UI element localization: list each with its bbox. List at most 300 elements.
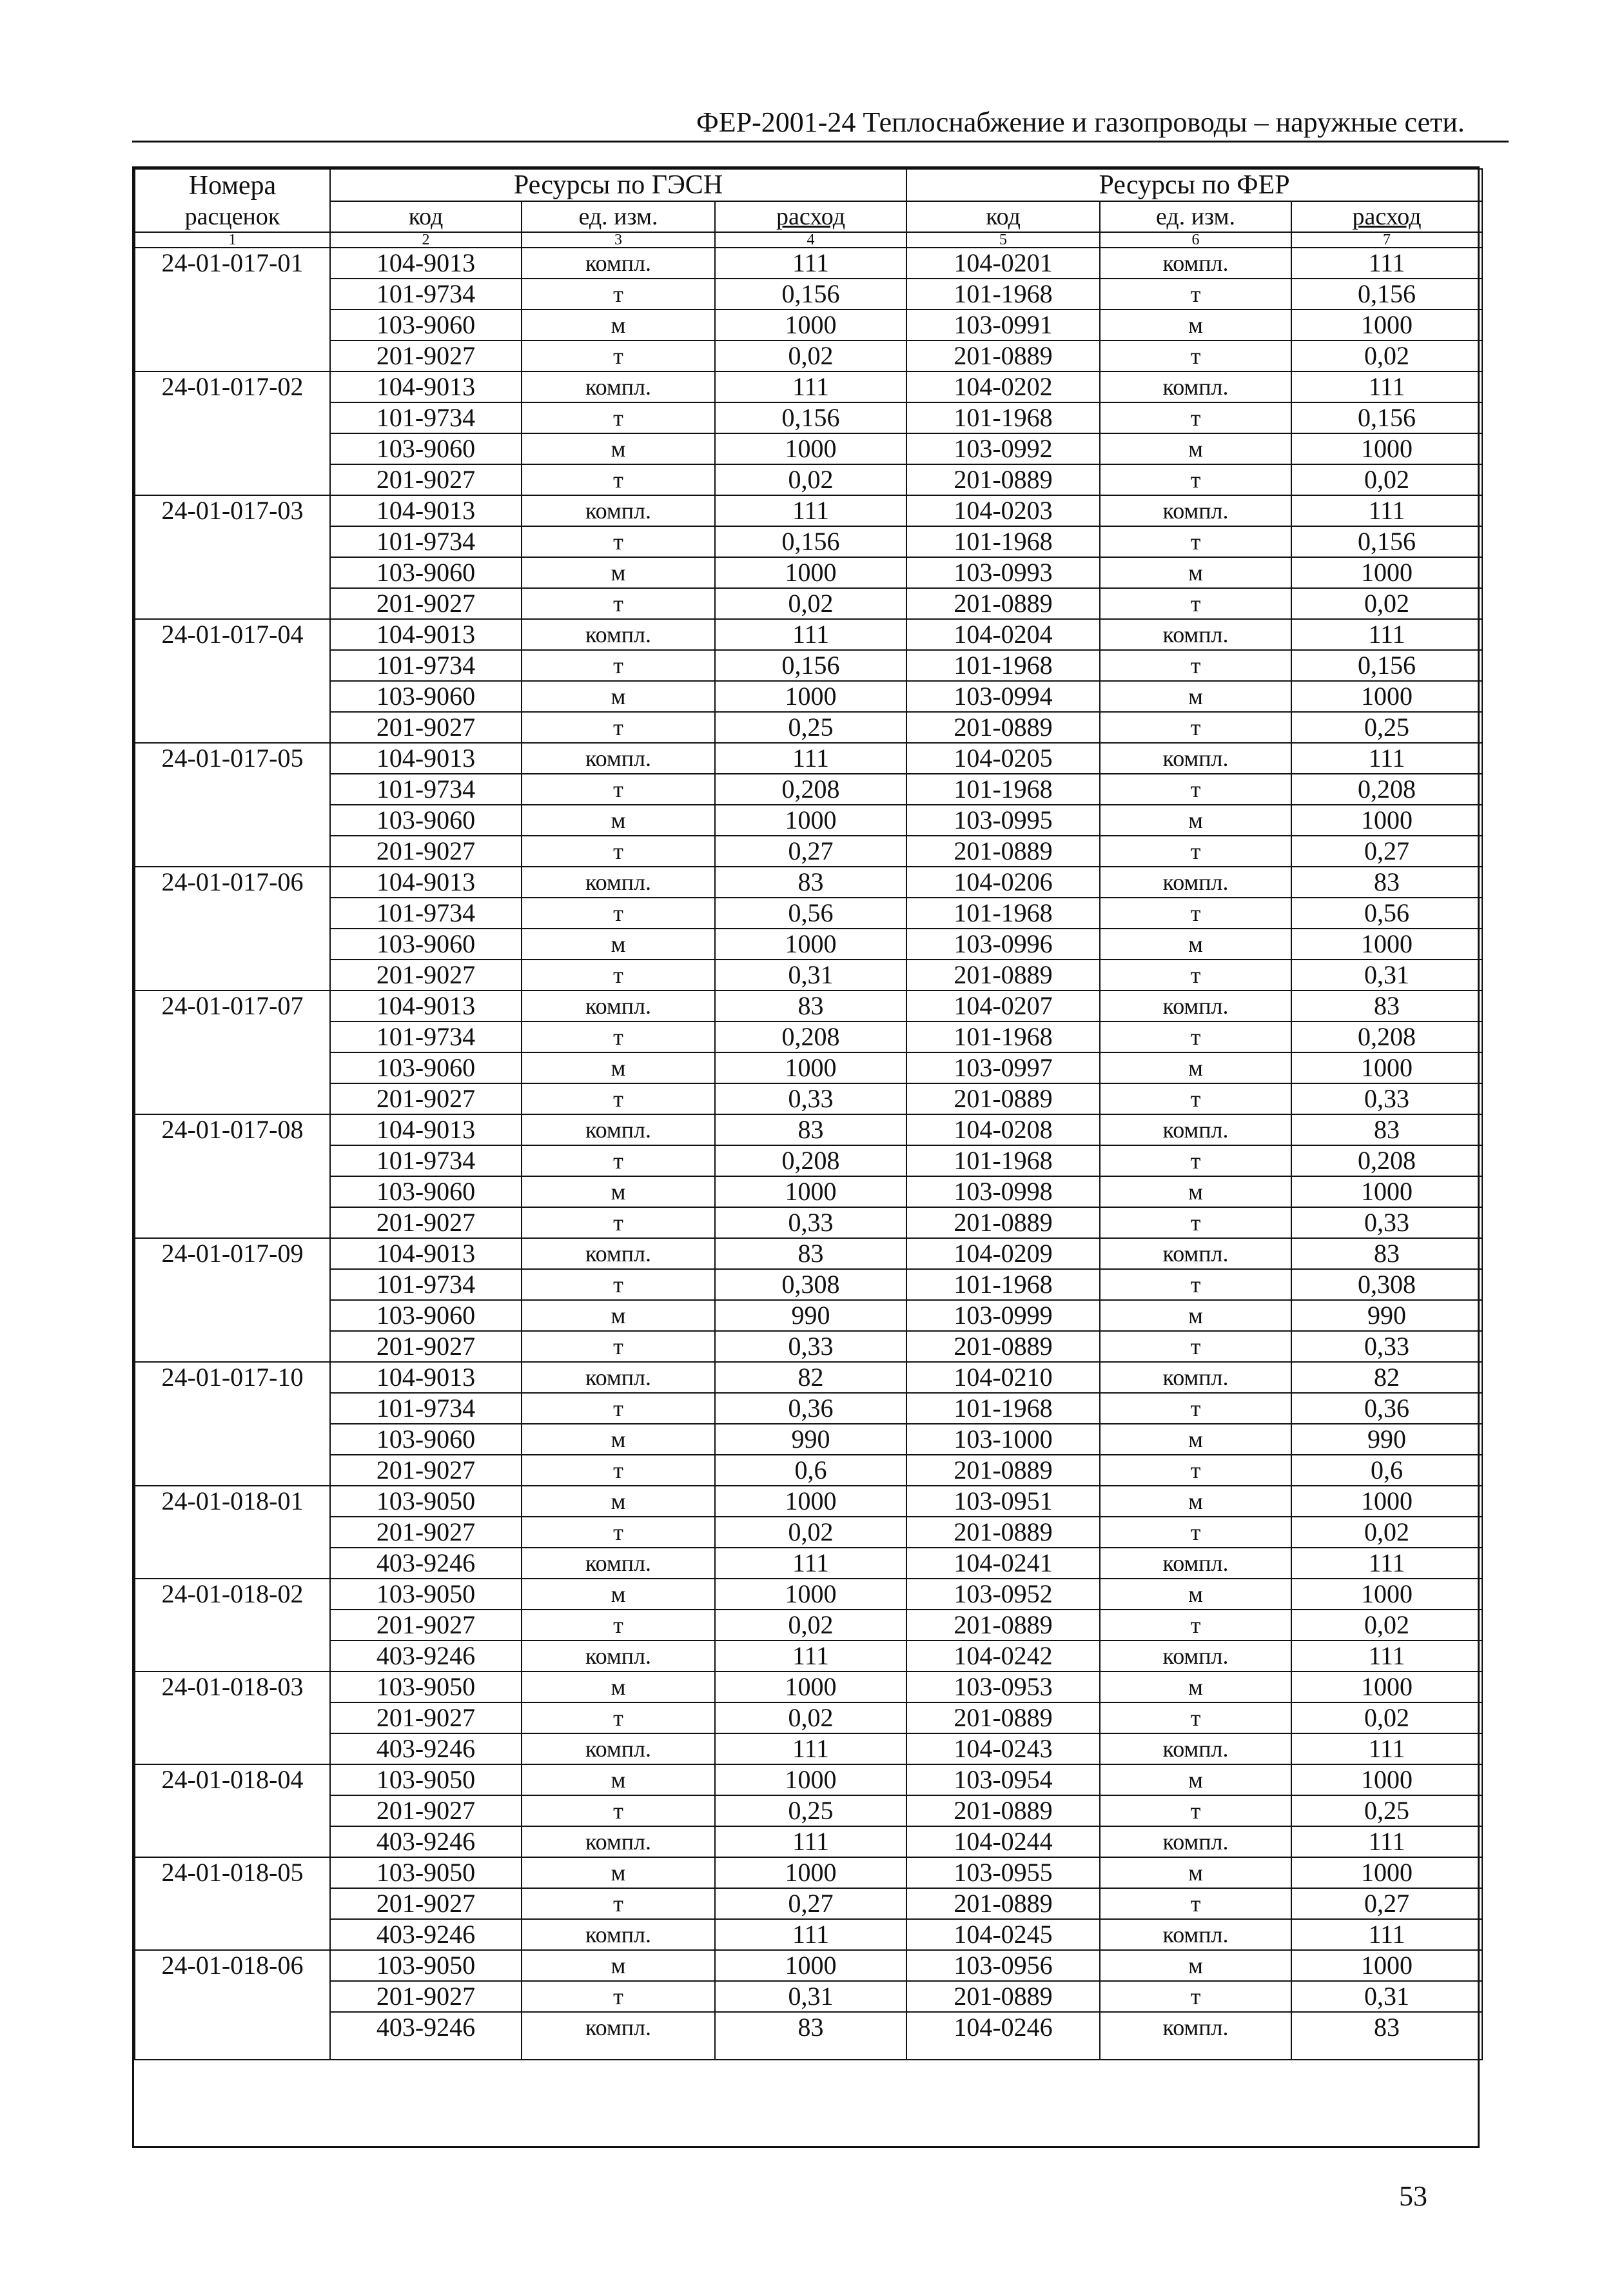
fer-consumption-cell: 0,02: [1291, 1517, 1482, 1548]
fer-consumption-cell: 0,02: [1291, 1610, 1482, 1641]
fer-code-cell: 104-0245: [906, 1919, 1100, 1950]
gesn-unit-cell: т: [522, 960, 715, 991]
fer-unit-cell: м: [1100, 1579, 1291, 1610]
gesn-code-cell: 403-9246: [330, 1919, 522, 1950]
rate-number-cell: 24-01-017-06: [135, 867, 330, 991]
gesn-code-cell: 103-9050: [330, 1671, 522, 1702]
gesn-unit-cell: компл.: [522, 619, 715, 650]
gesn-code-cell: 104-9013: [330, 495, 522, 526]
gesn-unit-cell: т: [522, 526, 715, 557]
fer-consumption-cell: 0,27: [1291, 836, 1482, 867]
gesn-consumption-cell: 0,208: [715, 1021, 906, 1052]
gesn-unit-cell: т: [522, 1888, 715, 1919]
rate-number-cell: 24-01-018-06: [135, 1950, 330, 2060]
resources-table: [134, 168, 1483, 2060]
table-row: [135, 2012, 1482, 2060]
table-row: [135, 1393, 1482, 1424]
table-row: [135, 1826, 1482, 1857]
rates-header-line2: расценок: [184, 202, 280, 230]
gesn-unit-cell: т: [522, 588, 715, 619]
gesn-code-cell: 403-9246: [330, 1641, 522, 1671]
gesn-consumption-cell: 111: [715, 495, 906, 526]
fer-unit-cell: м: [1100, 681, 1291, 712]
table-row: [135, 1362, 1482, 1393]
rates-header-top: [135, 169, 330, 201]
fer-consumption-cell: 111: [1291, 1733, 1482, 1764]
fer-code-cell: 104-0201: [906, 248, 1100, 279]
fer-consumption-cell: 0,25: [1291, 1795, 1482, 1826]
fer-unit-cell: м: [1100, 1764, 1291, 1795]
gesn-code-cell: 104-9013: [330, 743, 522, 774]
gesn-consumption-cell: 111: [715, 1548, 906, 1579]
gesn-code-cell: 201-9027: [330, 836, 522, 867]
fer-code-cell: 201-0889: [906, 960, 1100, 991]
fer-consumption-cell: 111: [1291, 495, 1482, 526]
fer-group-header: Ресурсы по ФЕР: [906, 169, 1482, 201]
fer-code-cell: 101-1968: [906, 526, 1100, 557]
table-row: [135, 712, 1482, 743]
table-row: [135, 1641, 1482, 1671]
table-row: [135, 960, 1482, 991]
table-row: [135, 464, 1482, 495]
table-row: [135, 1888, 1482, 1919]
table-row: [135, 371, 1482, 402]
rate-number-cell: 24-01-018-05: [135, 1857, 330, 1950]
gesn-unit-cell: компл.: [522, 248, 715, 279]
fer-code-cell: 103-0951: [906, 1486, 1100, 1517]
gesn-code-cell: 201-9027: [330, 1455, 522, 1486]
fer-code-cell: 103-0992: [906, 433, 1100, 464]
table-row: [135, 1919, 1482, 1950]
gesn-unit-cell: т: [522, 1083, 715, 1114]
fer-code-header: код: [906, 201, 1100, 232]
table-row: [135, 898, 1482, 929]
gesn-code-cell: 103-9050: [330, 1764, 522, 1795]
table-row: [135, 1950, 1482, 1981]
fer-code-cell: 104-0206: [906, 867, 1100, 898]
fer-unit-cell: компл.: [1100, 619, 1291, 650]
gesn-code-cell: 403-9246: [330, 1733, 522, 1764]
fer-consumption-cell: 1000: [1291, 1486, 1482, 1517]
gesn-consumption-cell: 990: [715, 1300, 906, 1331]
fer-code-cell: 201-0889: [906, 1455, 1100, 1486]
fer-code-cell: 104-0207: [906, 991, 1100, 1021]
gesn-consumption-cell: 0,56: [715, 898, 906, 929]
fer-consumption-cell: 1000: [1291, 805, 1482, 836]
rate-number-cell: 24-01-017-03: [135, 495, 330, 619]
fer-consumption-cell: 111: [1291, 619, 1482, 650]
fer-consumption-cell: 111: [1291, 248, 1482, 279]
fer-unit-cell: м: [1100, 433, 1291, 464]
gesn-unit-header: ед. изм.: [522, 201, 715, 232]
fer-consumption-cell: 1000: [1291, 1764, 1482, 1795]
fer-unit-header: ед. изм.: [1100, 201, 1291, 232]
fer-unit-cell: компл.: [1100, 1362, 1291, 1393]
table-row: [135, 1671, 1482, 1702]
table-row: [135, 1145, 1482, 1176]
gesn-code-cell: 104-9013: [330, 1238, 522, 1269]
fer-consumption-cell: 0,36: [1291, 1393, 1482, 1424]
fer-unit-cell: м: [1100, 1486, 1291, 1517]
fer-code-cell: 103-0954: [906, 1764, 1100, 1795]
fer-consumption-cell: 111: [1291, 1548, 1482, 1579]
fer-consumption-cell: 1000: [1291, 1857, 1482, 1888]
fer-unit-cell: т: [1100, 960, 1291, 991]
rate-number-cell: 24-01-017-05: [135, 743, 330, 867]
fer-consumption-cell: 111: [1291, 371, 1482, 402]
gesn-code-cell: 103-9060: [330, 805, 522, 836]
fer-unit-cell: т: [1100, 340, 1291, 371]
gesn-code-cell: 104-9013: [330, 1114, 522, 1145]
gesn-consumption-cell: 1000: [715, 1671, 906, 1702]
table-row: [135, 1176, 1482, 1207]
fer-code-cell: 104-0244: [906, 1826, 1100, 1857]
fer-consumption-cell: 1000: [1291, 929, 1482, 960]
gesn-unit-cell: т: [522, 279, 715, 310]
fer-unit-cell: т: [1100, 526, 1291, 557]
fer-code-cell: 201-0889: [906, 1331, 1100, 1362]
gesn-code-cell: 103-9060: [330, 1052, 522, 1083]
gesn-consumption-cell: 0,02: [715, 464, 906, 495]
gesn-unit-cell: т: [522, 1393, 715, 1424]
fer-consumption-cell: 1000: [1291, 1950, 1482, 1981]
fer-consumption-cell: 1000: [1291, 557, 1482, 588]
gesn-consumption-label: расход: [776, 203, 846, 230]
table-row: [135, 650, 1482, 681]
fer-consumption-cell: 0,208: [1291, 1145, 1482, 1176]
resources-table-container: [132, 166, 1480, 2148]
fer-unit-cell: т: [1100, 1702, 1291, 1733]
gesn-code-cell: 201-9027: [330, 1981, 522, 2012]
gesn-code-cell: 101-9734: [330, 774, 522, 805]
fer-consumption-cell: 990: [1291, 1300, 1482, 1331]
fer-consumption-cell: 83: [1291, 991, 1482, 1021]
gesn-consumption-cell: 0,156: [715, 402, 906, 433]
fer-unit-cell: т: [1100, 1981, 1291, 2012]
fer-consumption-cell: 0,156: [1291, 526, 1482, 557]
gesn-unit-cell: м: [522, 1579, 715, 1610]
table-row: [135, 1548, 1482, 1579]
gesn-unit-cell: компл.: [522, 1362, 715, 1393]
fer-code-cell: 201-0889: [906, 1981, 1100, 2012]
gesn-code-cell: 103-9060: [330, 1424, 522, 1455]
gesn-unit-cell: м: [522, 1176, 715, 1207]
gesn-consumption-cell: 1000: [715, 557, 906, 588]
fer-consumption-cell: 0,27: [1291, 1888, 1482, 1919]
gesn-consumption-cell: 0,33: [715, 1331, 906, 1362]
fer-code-cell: 103-0998: [906, 1176, 1100, 1207]
fer-unit-cell: т: [1100, 836, 1291, 867]
fer-unit-cell: м: [1100, 1671, 1291, 1702]
gesn-unit-cell: компл.: [522, 1238, 715, 1269]
fer-code-cell: 103-1000: [906, 1424, 1100, 1455]
fer-consumption-cell: 111: [1291, 1826, 1482, 1857]
fer-consumption-cell: 1000: [1291, 1052, 1482, 1083]
fer-code-cell: 201-0889: [906, 1888, 1100, 1919]
fer-unit-cell: компл.: [1100, 371, 1291, 402]
gesn-consumption-cell: 0,208: [715, 774, 906, 805]
rate-number-cell: 24-01-018-03: [135, 1671, 330, 1764]
rate-number-cell: 24-01-017-04: [135, 619, 330, 743]
gesn-unit-cell: т: [522, 1021, 715, 1052]
gesn-consumption-cell: 0,156: [715, 650, 906, 681]
rate-number-cell: 24-01-017-07: [135, 991, 330, 1114]
fer-unit-cell: т: [1100, 279, 1291, 310]
gesn-consumption-cell: 0,36: [715, 1393, 906, 1424]
gesn-consumption-cell: 0,02: [715, 588, 906, 619]
gesn-code-cell: 201-9027: [330, 1331, 522, 1362]
col-number-1: 1: [135, 232, 330, 248]
fer-code-cell: 104-0203: [906, 495, 1100, 526]
gesn-code-cell: 101-9734: [330, 526, 522, 557]
fer-code-cell: 101-1968: [906, 279, 1100, 310]
gesn-consumption-cell: 1000: [715, 1579, 906, 1610]
table-row: [135, 1238, 1482, 1269]
fer-code-cell: 104-0246: [906, 2012, 1100, 2060]
gesn-consumption-cell: 0,33: [715, 1207, 906, 1238]
gesn-code-cell: 103-9050: [330, 1950, 522, 1981]
gesn-code-cell: 201-9027: [330, 960, 522, 991]
gesn-unit-cell: т: [522, 402, 715, 433]
fer-unit-cell: компл.: [1100, 1114, 1291, 1145]
gesn-unit-cell: м: [522, 1950, 715, 1981]
gesn-code-cell: 201-9027: [330, 1702, 522, 1733]
table-row: [135, 1331, 1482, 1362]
gesn-consumption-cell: 1000: [715, 433, 906, 464]
fer-unit-cell: т: [1100, 1393, 1291, 1424]
table-row: [135, 681, 1482, 712]
gesn-code-cell: 201-9027: [330, 588, 522, 619]
fer-code-cell: 201-0889: [906, 1083, 1100, 1114]
fer-code-cell: 201-0889: [906, 836, 1100, 867]
fer-unit-cell: т: [1100, 588, 1291, 619]
fer-code-cell: 201-0889: [906, 340, 1100, 371]
fer-consumption-cell: 83: [1291, 2012, 1482, 2060]
gesn-code-cell: 201-9027: [330, 1610, 522, 1641]
gesn-consumption-cell: 0,33: [715, 1083, 906, 1114]
gesn-consumption-cell: 0,6: [715, 1455, 906, 1486]
gesn-code-cell: 101-9734: [330, 402, 522, 433]
fer-unit-cell: м: [1100, 1950, 1291, 1981]
fer-unit-cell: компл.: [1100, 1733, 1291, 1764]
gesn-code-cell: 201-9027: [330, 1083, 522, 1114]
gesn-consumption-cell: 1000: [715, 681, 906, 712]
gesn-code-cell: 201-9027: [330, 464, 522, 495]
fer-code-cell: 103-0994: [906, 681, 1100, 712]
gesn-code-cell: 103-9060: [330, 929, 522, 960]
fer-consumption-cell: 0,02: [1291, 588, 1482, 619]
fer-consumption-cell: 82: [1291, 1362, 1482, 1393]
gesn-unit-cell: компл.: [522, 1114, 715, 1145]
page-header-title: ФЕР-2001-24 Теплоснабжение и газопроводы – наружные сети.: [696, 106, 1465, 138]
gesn-consumption-cell: 111: [715, 619, 906, 650]
fer-consumption-cell: 1000: [1291, 1671, 1482, 1702]
rate-number-cell: 24-01-017-01: [135, 248, 330, 371]
fer-code-cell: 104-0205: [906, 743, 1100, 774]
fer-code-cell: 103-0952: [906, 1579, 1100, 1610]
table-row: [135, 1486, 1482, 1517]
fer-consumption-cell: 0,33: [1291, 1331, 1482, 1362]
gesn-code-cell: 201-9027: [330, 1517, 522, 1548]
gesn-code-cell: 103-9060: [330, 310, 522, 340]
gesn-code-cell: 103-9060: [330, 433, 522, 464]
gesn-code-cell: 201-9027: [330, 1795, 522, 1826]
col-number-3: 3: [522, 232, 715, 248]
gesn-consumption-cell: 1000: [715, 1176, 906, 1207]
fer-consumption-cell: 83: [1291, 867, 1482, 898]
fer-unit-cell: м: [1100, 310, 1291, 340]
fer-consumption-cell: 0,02: [1291, 1702, 1482, 1733]
table-row: [135, 495, 1482, 526]
table-row: [135, 310, 1482, 340]
gesn-code-cell: 403-9246: [330, 1826, 522, 1857]
col-number-4: 4: [715, 232, 906, 248]
fer-code-cell: 103-0991: [906, 310, 1100, 340]
gesn-code-cell: 104-9013: [330, 867, 522, 898]
fer-unit-cell: компл.: [1100, 2012, 1291, 2060]
gesn-code-cell: 103-9060: [330, 1176, 522, 1207]
gesn-unit-cell: т: [522, 836, 715, 867]
gesn-consumption-cell: 1000: [715, 1857, 906, 1888]
gesn-unit-cell: м: [522, 1671, 715, 1702]
gesn-unit-cell: компл.: [522, 2012, 715, 2060]
gesn-code-cell: 201-9027: [330, 1207, 522, 1238]
fer-consumption-cell: 990: [1291, 1424, 1482, 1455]
table-row: [135, 526, 1482, 557]
gesn-code-cell: 104-9013: [330, 991, 522, 1021]
table-row: [135, 279, 1482, 310]
gesn-code-cell: 101-9734: [330, 1393, 522, 1424]
table-row: [135, 588, 1482, 619]
rate-number-cell: 24-01-017-02: [135, 371, 330, 495]
gesn-consumption-cell: 0,27: [715, 836, 906, 867]
gesn-unit-cell: т: [522, 1517, 715, 1548]
fer-code-cell: 201-0889: [906, 588, 1100, 619]
col-number-6: 6: [1100, 232, 1291, 248]
gesn-consumption-cell: 1000: [715, 1052, 906, 1083]
table-row: [135, 402, 1482, 433]
gesn-consumption-cell: 0,308: [715, 1269, 906, 1300]
rate-number-cell: 24-01-018-01: [135, 1486, 330, 1579]
fer-consumption-cell: 0,6: [1291, 1455, 1482, 1486]
fer-unit-cell: т: [1100, 1021, 1291, 1052]
fer-code-cell: 104-0202: [906, 371, 1100, 402]
gesn-consumption-cell: 111: [715, 248, 906, 279]
fer-unit-cell: т: [1100, 774, 1291, 805]
fer-consumption-cell: 83: [1291, 1114, 1482, 1145]
fer-unit-cell: компл.: [1100, 743, 1291, 774]
gesn-unit-cell: т: [522, 1702, 715, 1733]
fer-unit-cell: т: [1100, 1207, 1291, 1238]
table-row: [135, 867, 1482, 898]
gesn-consumption-cell: 83: [715, 991, 906, 1021]
fer-consumption-cell: 1000: [1291, 433, 1482, 464]
gesn-consumption-cell: 1000: [715, 1486, 906, 1517]
fer-unit-cell: т: [1100, 1269, 1291, 1300]
table-row: [135, 836, 1482, 867]
gesn-consumption-cell: 1000: [715, 310, 906, 340]
gesn-code-header: код: [330, 201, 522, 232]
gesn-code-cell: 104-9013: [330, 619, 522, 650]
gesn-consumption-cell: 0,02: [715, 340, 906, 371]
fer-code-cell: 103-0997: [906, 1052, 1100, 1083]
fer-unit-cell: компл.: [1100, 1548, 1291, 1579]
gesn-unit-cell: т: [522, 1981, 715, 2012]
table-row: [135, 557, 1482, 588]
fer-unit-cell: т: [1100, 464, 1291, 495]
col-number-2: 2: [330, 232, 522, 248]
page-number: 53: [1399, 2180, 1427, 2212]
table-row: [135, 1083, 1482, 1114]
fer-code-cell: 201-0889: [906, 1207, 1100, 1238]
gesn-consumption-cell: 0,02: [715, 1610, 906, 1641]
fer-code-cell: 104-0242: [906, 1641, 1100, 1671]
gesn-unit-cell: м: [522, 805, 715, 836]
gesn-consumption-cell: 82: [715, 1362, 906, 1393]
gesn-consumption-cell: 83: [715, 1114, 906, 1145]
fer-unit-cell: компл.: [1100, 248, 1291, 279]
gesn-consumption-cell: 0,156: [715, 526, 906, 557]
table-row: [135, 743, 1482, 774]
table-row: [135, 1733, 1482, 1764]
col-number-7: 7: [1291, 232, 1482, 248]
gesn-consumption-cell: 0,156: [715, 279, 906, 310]
gesn-code-cell: 103-9060: [330, 681, 522, 712]
gesn-code-cell: 104-9013: [330, 248, 522, 279]
table-row: [135, 1207, 1482, 1238]
fer-code-cell: 103-0999: [906, 1300, 1100, 1331]
fer-consumption-cell: 111: [1291, 743, 1482, 774]
fer-consumption-cell: 0,02: [1291, 340, 1482, 371]
fer-code-cell: 103-0995: [906, 805, 1100, 836]
fer-consumption-cell: 111: [1291, 1641, 1482, 1671]
fer-code-cell: 103-0955: [906, 1857, 1100, 1888]
fer-unit-cell: компл.: [1100, 867, 1291, 898]
table-row: [135, 1021, 1482, 1052]
fer-code-cell: 104-0241: [906, 1548, 1100, 1579]
gesn-unit-cell: т: [522, 712, 715, 743]
rate-number-cell: 24-01-017-10: [135, 1362, 330, 1486]
gesn-code-cell: 403-9246: [330, 2012, 522, 2060]
gesn-consumption-cell: 83: [715, 867, 906, 898]
gesn-unit-cell: т: [522, 898, 715, 929]
table-row: [135, 1610, 1482, 1641]
fer-code-cell: 201-0889: [906, 1795, 1100, 1826]
fer-code-cell: 101-1968: [906, 1393, 1100, 1424]
gesn-code-cell: 101-9734: [330, 1269, 522, 1300]
fer-code-cell: 101-1968: [906, 1021, 1100, 1052]
fer-unit-cell: м: [1100, 1424, 1291, 1455]
header-rule: [132, 141, 1509, 143]
gesn-unit-cell: м: [522, 1300, 715, 1331]
table-row: [135, 1702, 1482, 1733]
fer-consumption-cell: 0,208: [1291, 1021, 1482, 1052]
gesn-code-cell: 104-9013: [330, 371, 522, 402]
fer-unit-cell: т: [1100, 712, 1291, 743]
fer-code-cell: 201-0889: [906, 712, 1100, 743]
table-row: [135, 433, 1482, 464]
fer-consumption-cell: 0,208: [1291, 774, 1482, 805]
gesn-unit-cell: т: [522, 1795, 715, 1826]
fer-unit-cell: м: [1100, 1857, 1291, 1888]
fer-consumption-cell: 83: [1291, 1238, 1482, 1269]
fer-consumption-label: расход: [1352, 203, 1422, 230]
gesn-code-cell: 103-9060: [330, 1300, 522, 1331]
gesn-unit-cell: м: [522, 1424, 715, 1455]
gesn-unit-cell: т: [522, 1610, 715, 1641]
gesn-unit-cell: компл.: [522, 371, 715, 402]
gesn-consumption-cell: 111: [715, 1919, 906, 1950]
